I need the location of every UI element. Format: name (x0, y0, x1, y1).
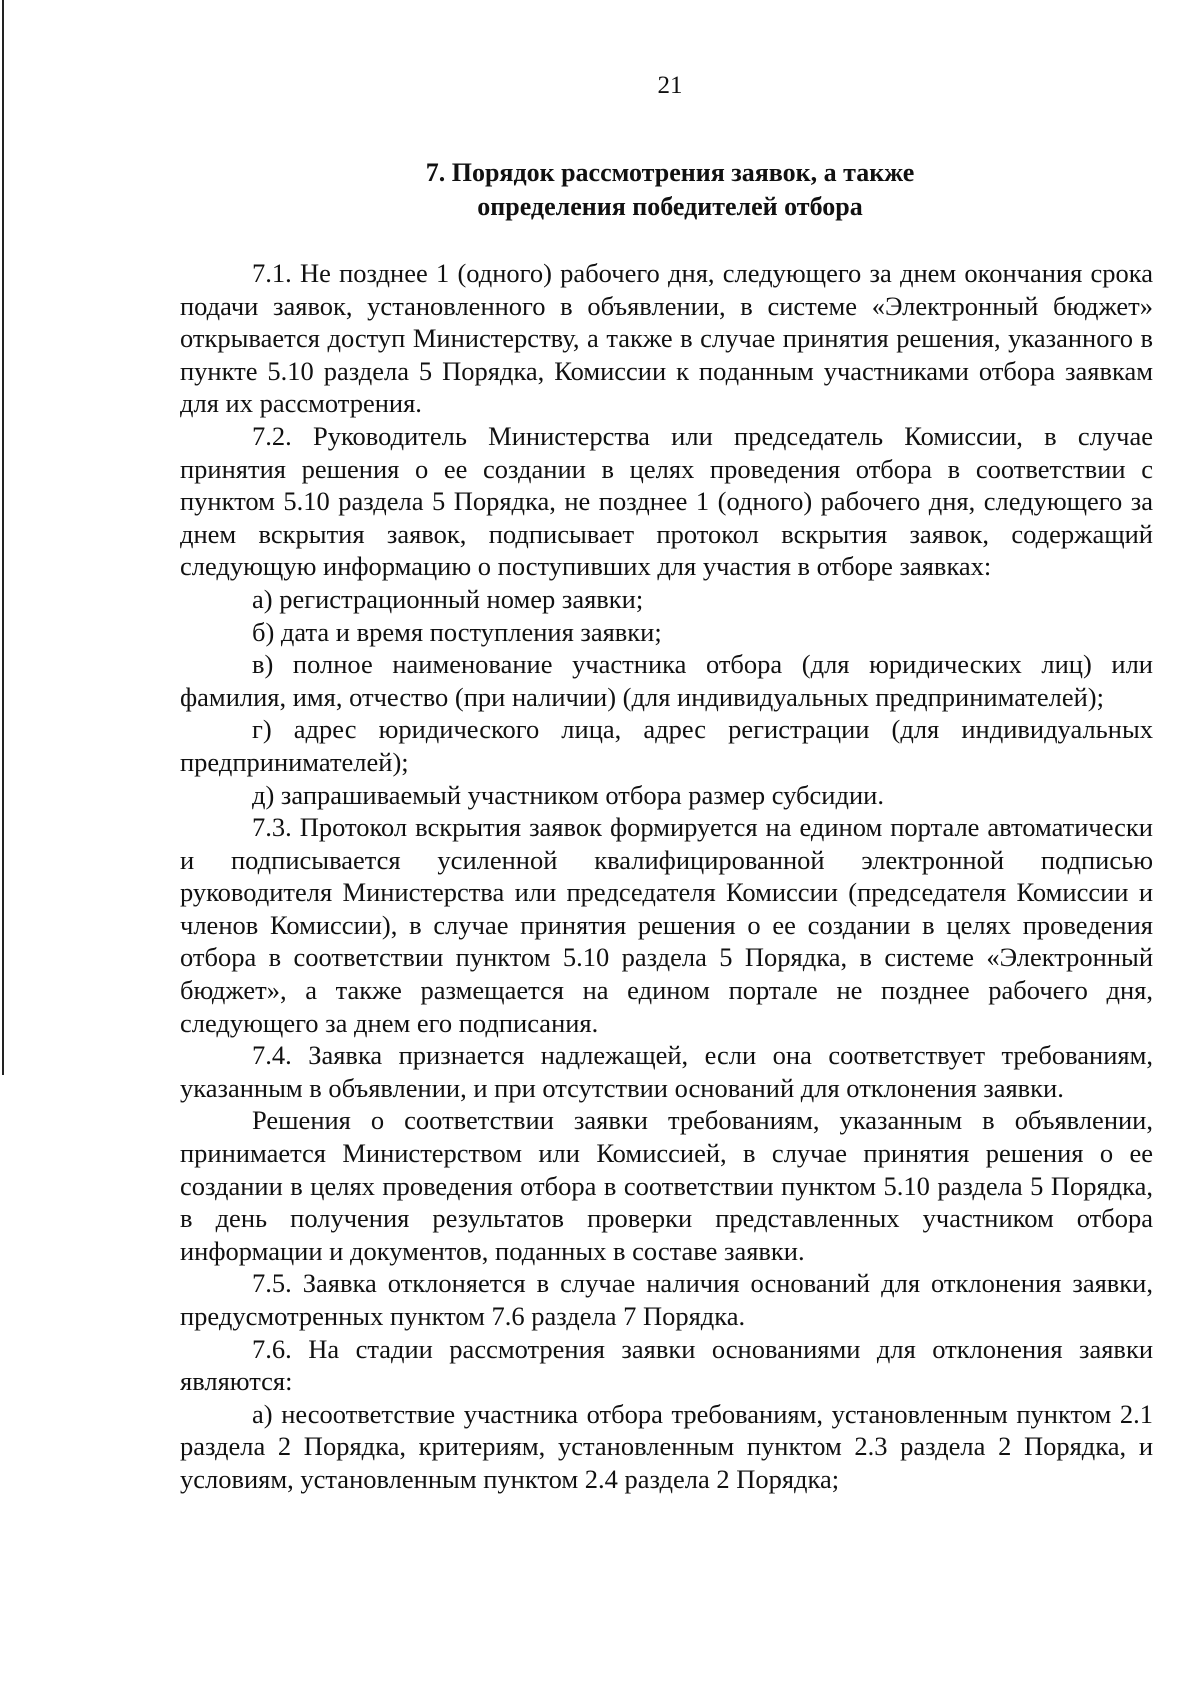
section-heading-line-1: 7. Порядок рассмотрения заявок, а также (425, 158, 915, 187)
section-heading (180, 156, 1160, 224)
paragraph-7-6: 7.6. На стадии рассмотрения заявки основаниями для отклонения заявки являются: (180, 1333, 1153, 1397)
list-item-g: г) адрес юридического лица, адрес регистрации (для индивидуальных предпринимателей); (180, 714, 1153, 777)
paragraph-7-5: 7.5. Заявка отклоняется в случае наличия оснований для отклонения заявки, предусмотренных пунктом 7.6 раздела 7 Порядка. (180, 1268, 1153, 1331)
list-item-v: в) полное наименование участника отбора (для юридических лиц) или фамилия, имя, отчество (при наличии) (для индивидуальных предпринимателей); (180, 649, 1153, 712)
list-item-a-2: а) несоответствие участника отбора требованиям, установленным пунктом 2.1 раздела 2 Порядка, критериям, установленным пунктом 2.3 раздела 2 Порядка, и условиям, установленным пунктом 2.4 раздела 2 Порядка; (180, 1398, 1153, 1494)
paragraph-decision: Решения о соответствии заявки требованиям, указанным в объявлении, принимается Министерством или Комиссией, в случае принятия решения о ее создании в целях проведения отбора в соответствии пунктом 5.10 раздела 5 Порядка, в день получения результатов проверки представленных участником отбора информации и документов, поданных в составе заявки. (180, 1105, 1153, 1266)
scan-edge-line (2, 0, 4, 1075)
list-item-a: а) регистрационный номер заявки; (252, 583, 644, 614)
paragraph-7-1: 7.1. Не позднее 1 (одного) рабочего дня, следующего за днем окончания срока подачи заявок, установленного в объявлении, в системе «Электронный бюджет» открывается доступ Министерству, а также в случае принятия решения, указанного в пункте 5.10 раздела 5 Порядка, Комиссии к поданным участниками отбора заявкам для их рассмотрения. (180, 258, 1153, 419)
list-item-d: д) запрашиваемый участником отбора размер субсидии. (252, 779, 884, 810)
page-number: 21 (657, 72, 683, 99)
section-heading-line-2: определения победителей отбора (477, 192, 863, 221)
document-body (180, 257, 1153, 1496)
list-item-b: б) дата и время поступления заявки; (252, 616, 662, 647)
paragraph-7-2: 7.2. Руководитель Министерства или председатель Комиссии, в случае принятия решения о ее создании в целях проведения отбора в соответствии с пунктом 5.10 раздела 5 Порядка, не позднее 1 (одного) рабочего дня, следующего за днем вскрытия заявок, подписывает протокол вскрытия заявок, содержащий следующую информацию о поступивших для участия в отборе заявках: (180, 420, 1153, 582)
paragraph-7-4: 7.4. Заявка признается надлежащей, если она соответствует требованиям, указанным в объявлении, и при отсутствии оснований для отклонения заявки. (180, 1040, 1153, 1103)
paragraph-7-3: 7.3. Протокол вскрытия заявок формируется на едином портале автоматически и подписывается усиленной квалифицированной электронной подписью руководителя Министерства или председателя Комиссии (председателя Комиссии и членов Комиссии), в случае принятия решения о ее создании в целях проведения отбора в соответствии пунктом 5.10 раздела 5 Порядка, в системе «Электронный бюджет», а также размещается на едином портале не позднее рабочего дня, следующего за днем его подписания. (180, 812, 1153, 1038)
